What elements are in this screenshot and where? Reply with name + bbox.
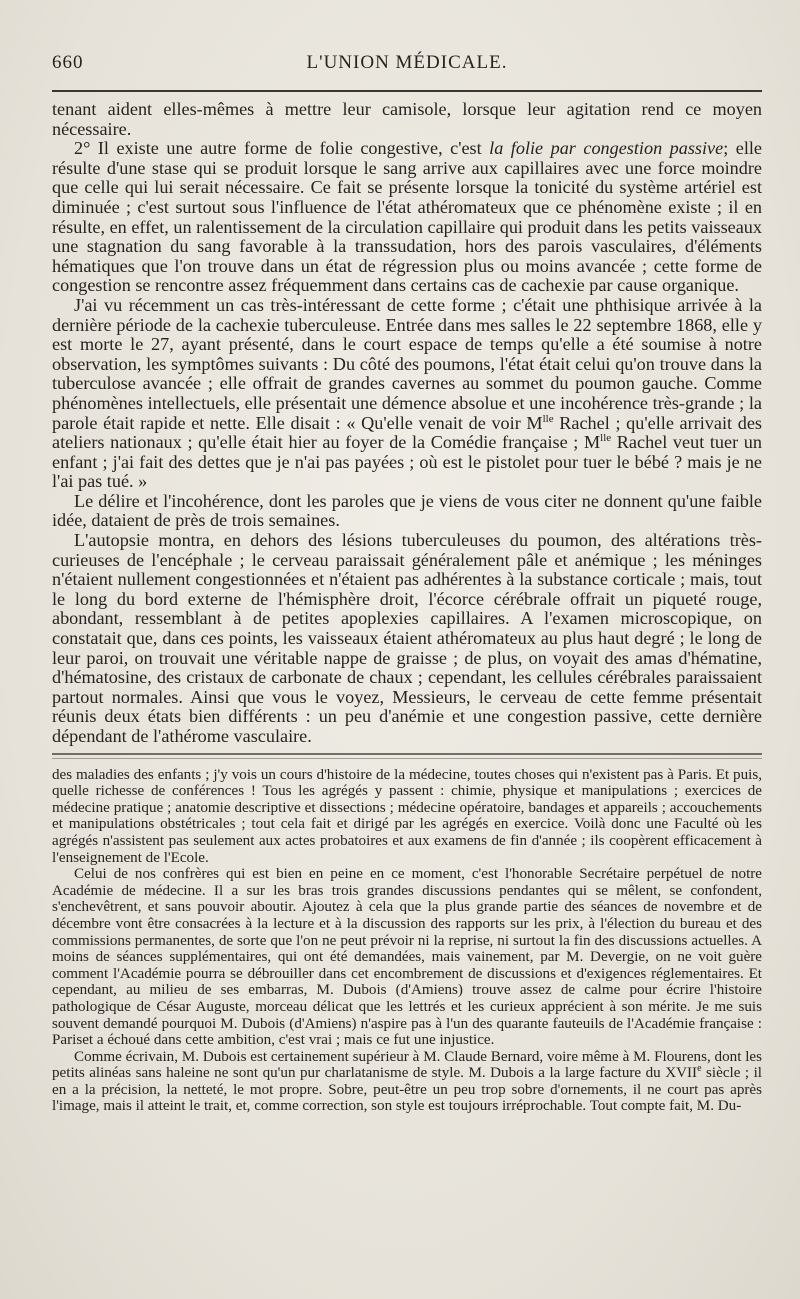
paragraph-2: 2° Il existe une autre forme de folie congestive, c'est la folie par congestion passive; elle résulte d'une stase qui se produit lorsque le sang arrive aux capillaires avec une force moindre que celle qui lui serait nécessaire. Ce fait se présente lorsque la tonicité du système artériel est diminuée ; c'est surtout sous l'influence de l'état athéromateux que ce phénomène existe ; il en résulte, en effet, un ralentissement de la circulation capillaire qui produit dans les petits vaisseaux une stagnation du sang favorable à la transsudation, hors des parois vasculaires, d'éléments hématiques que l'on trouve dans un état de régression plus ou moins avancée ; cette forme de congestion se rencontre assez fréquemment dans certains cas de cachexie par cause organique.	[52, 138, 762, 296]
paragraph-3: J'ai vu récemment un cas très-intéressant de cette forme ; c'était une phthisique arrivée à la dernière période de la cachexie tuberculeuse. Entrée dans mes salles le 22 septembre 1868, elle y est morte le 27, ayant présenté, dans le court espace de temps qu'elle a été soumise à notre observation, les symptômes suivants : Du côté des poumons, l'état était celui qu'on trouve dans la tuberculose avancée ; elle offrait de grandes cavernes au sommet du poumon gauche. Comme phénomènes intellectuels, elle présentait une démence absolue et une incohérence très-grande ; la parole était rapide et nette. Elle disait : « Qu'elle venait de voir $M^{lle}$ Rachel ; qu'elle arrivait des ateliers nationaux ; qu'elle était hier au foyer de la Comédie française ; $M^{lle}$ Rachel veut tuer un enfant ; j'ai fait des dettes que je n'ai pas payées ; où est le pistolet pour tuer le bébé ? mais je ne l'ai pas tué. »	[52, 294, 762, 492]
italic-term: la folie par congestion passive	[489, 138, 724, 159]
page-header	[52, 46, 762, 80]
main-text	[52, 100, 762, 747]
page-number: 660	[52, 52, 84, 73]
feuilleton-rule	[52, 753, 762, 759]
note-paragraph-1: des maladies des enfants ; j'y vois un cours d'histoire de la médecine, toutes choses qui n'existent pas à Paris. Et puis, quelle richesse de conférences ! Tous les agrégés y passent : chimie, physique et manipulations ; exercices de médecine pratique ; anatomie descriptive et dissections ; médecine opératoire, bandages et appareils ; accouchements et manipulations obstétricales ; tout cela fait et dirigé par les agrégés en exercice. Voilà donc une Faculté où les agrégés n'assistent pas seulement aux actes probatoires et aux examens de fin d'année ; ils coopèrent efficacement à l'enseignement de l'Ecole.	[52, 766, 762, 866]
feuilleton-text	[52, 767, 762, 1115]
header-rule	[52, 90, 762, 92]
paragraph-1: tenant aident elles-mêmes à mettre leur camisole, lorsque leur agitation rend ce moyen nécessaire.	[52, 99, 762, 139]
note-paragraph-2: Celui de nos confrères qui est bien en peine en ce moment, c'est l'honorable Secrétaire perpétuel de notre Académie de médecine. Il a sur les bras trois grandes discussions pendantes qui se mêlent, se confondent, s'enchevêtrent, et sans pouvoir aboutir. Ajoutez à cela que la plus grande partie des séances de novembre et de décembre vont être consacrées à la lecture et à la discussion des rapports sur les prix, à l'élection du bureau et des commissions permanentes, de sorte que l'on ne peut prévoir ni la reprise, ni surtout la fin des discussions actuelles. A moins de séances supplémentaires, qui ont été demandées, mais vainement, par M. Devergie, on ne voit guère comment l'Académie pourra se débrouiller dans cet encombrement de discussions et d'exigences réglementaires. Et cependant, au milieu de ses embarras, M. Dubois (d'Amiens) trouve assez de calme pour écrire l'histoire pathologique de César Auguste, morceau délicat que les lettrés et les curieux apprécient à son mérite. Je me suis souvent demandé pourquoi M. Dubois (d'Amiens) n'aspire pas à l'un des quarante fauteuils de l'Académie française : Pariset a échoué dans cette ambition, c'est vrai ; mais ce fut une injustice.	[52, 866, 762, 1049]
paragraph-5: L'autopsie montra, en dehors des lésions tuberculeuses du poumon, des altérations très-curieuses de l'encéphale ; le cerveau paraissait généralement pâle et anémique ; les méninges n'étaient nullement congestionnées et n'étaient pas adhérentes à la substance corticale ; mais, tout le long du bord externe de l'hémisphère droit, l'écorce cérébrale offrait un piqueté rouge, abondant, ressemblant à de petites apoplexies capillaires. A l'examen microscopique, on constatait que, dans ces points, les vaisseaux étaient athéromateux au plus haut degré ; le long de leur paroi, on trouvait une véritable nappe de graisse ; de plus, on voyait des amas d'hématine, d'hématosine, des cristaux de carbonate de chaux ; cependant, les cellules cérébrales paraissaient partout normales. Ainsi que vous le voyez, Messieurs, le cerveau de cette femme présentait réunis deux états bien différents : un peu d'anémie et une congestion passive, cette dernière dépendant de l'athérome vasculaire.	[52, 530, 762, 746]
running-title: L'UNION MÉDICALE.	[306, 52, 508, 73]
note-paragraph-3: Comme écrivain, M. Dubois est certainement supérieur à M. Claude Bernard, voire même à M. Flourens, dont les petits alinéas sans haleine ne sont qu'un pur charlatanisme de style. M. Dubois a la large facture du XVIIe siècle ; il en a la précision, la netteté, le mot propre. Sobre, peut-être un peu trop sobre d'ornements, il ne court pas après l'image, mais il atteint le trait, et, comme correction, son style est toujours irréprochable. Tout compte fait, M. Du-	[52, 1048, 762, 1115]
paragraph-4: Le délire et l'incohérence, dont les paroles que je viens de vous citer ne donnent qu'une faible idée, dataient de près de trois semaines.	[52, 490, 762, 531]
